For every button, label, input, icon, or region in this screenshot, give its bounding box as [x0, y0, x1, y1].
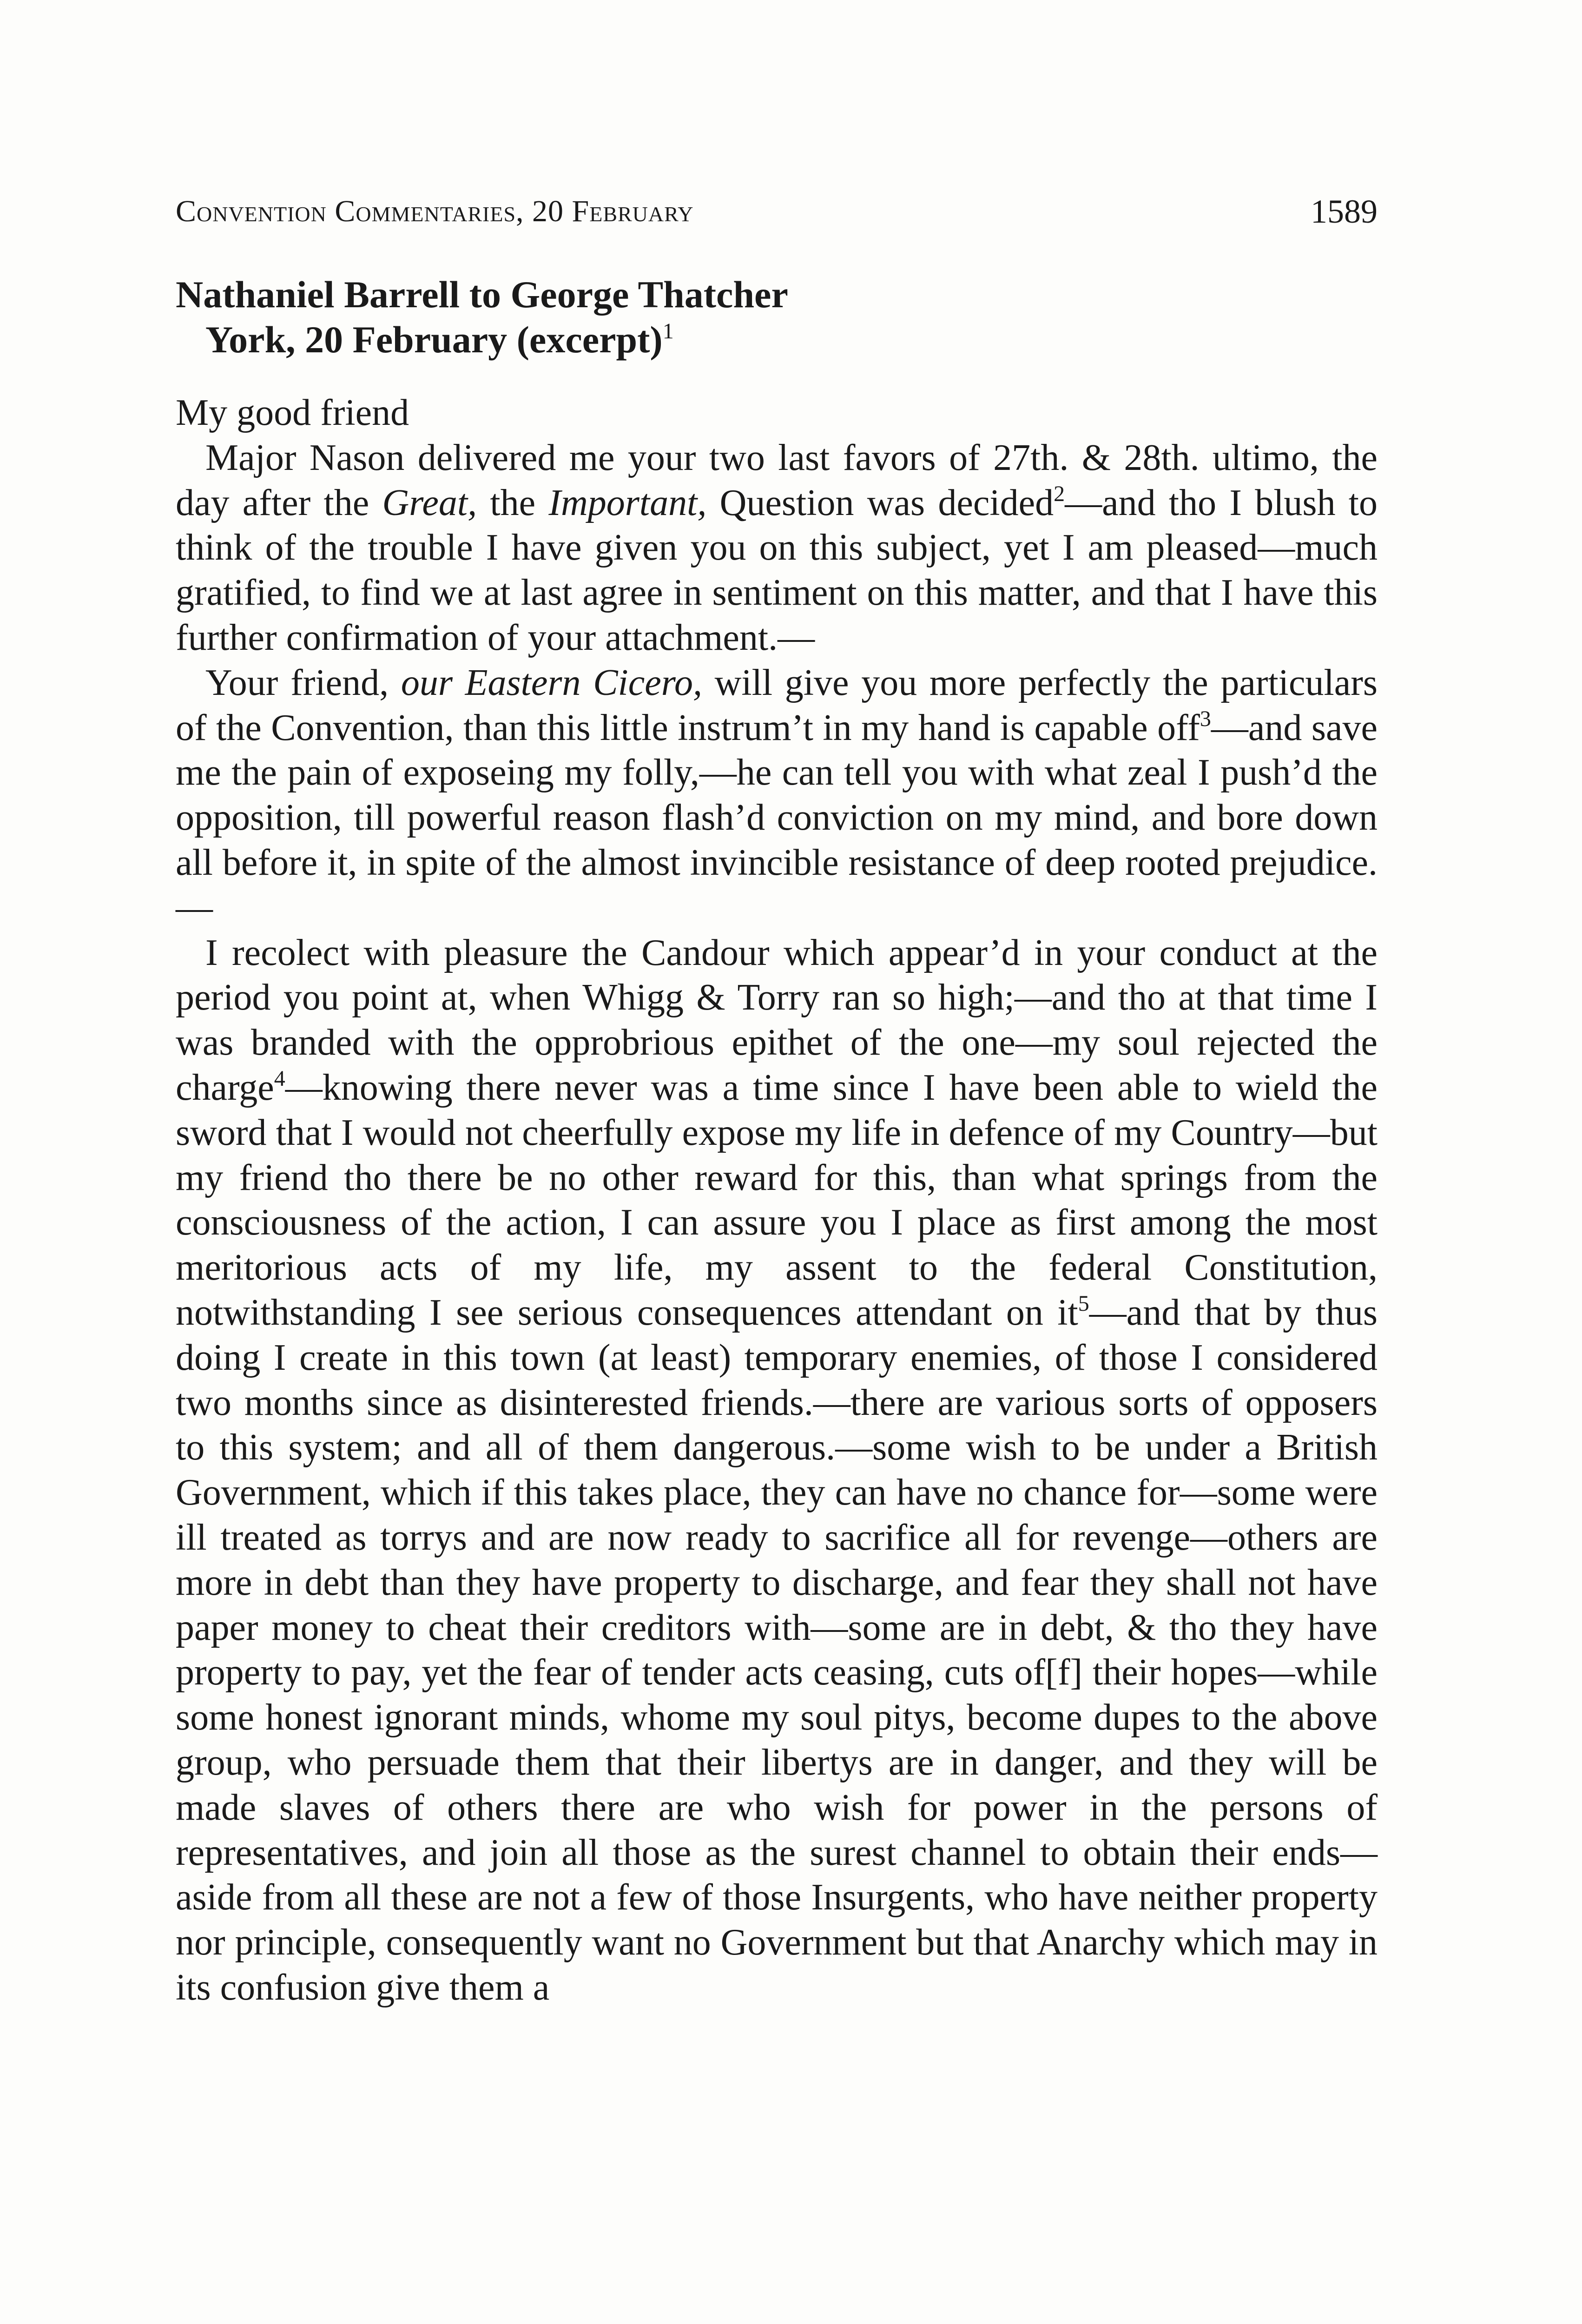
paragraph-3: [176, 931, 1378, 2010]
document-heading: [176, 272, 1378, 362]
p3-text-c: —and that by thus doing I create in this town (at least) temporary enemies, of those I considered two months since as disinterested friends.—there are various sorts of opposers to this system; and all of them dangerous.—some wish to be under a British Government, which if this takes place, they can have no chance for—some were ill treated as torrys and are now ready to sacrifice all for revenge—others are more in debt than they have property to discharge, and fear they shall not have paper money to cheat their creditors with—some are in debt, & tho they have property to pay, yet the fear of tender acts ceasing, cuts of[f] their hopes—while some honest ignorant minds, whome my soul pitys, become dupes to the above group, who persuade them that their libertys are in danger, and they will be made slaves of others there are who wish for power in the persons of representatives, and join all those as the surest channel to obtain their ends—aside from all these are not a few of those Insurgents, who have neither property nor principle, consequently want no Government but that Anarchy which may in its confusion give them a: [176, 1292, 1378, 2008]
running-title: Convention Commentaries, 20 February: [176, 194, 694, 228]
running-head: [176, 188, 1378, 235]
p2-text-c: —and save me the pain of exposeing my folly,—he can tell you with what zeal I push’d the opposition, till powerful reason flash’d conviction on my mind, and bore down all before it, in spite of the almost invincible resistance of deep rooted prejudice.—: [176, 707, 1378, 928]
footnote-ref-2: 2: [1054, 481, 1065, 506]
p1-text-d: —and tho I blush to think of the trouble I have given you on this subject, yet I am pleased—much gratified, to find we at last agree in sentiment on this matter, and that I have this further confirmation of your attachment.—: [176, 482, 1378, 658]
p3-text-b: —knowing there never was a time since I have been able to wield the sword that I would not cheerfully expose my life in defence of my Country—but my friend tho there be no other reward for this, than what springs from the consciousness of the action, I can assure you I place as first among the most meritorious acts of my life, my assent to the federal Constitution, notwithstanding I see serious consequences attendant on it: [176, 1067, 1378, 1333]
paragraph-1: [176, 436, 1378, 660]
footnote-ref-4: 4: [274, 1066, 285, 1091]
p1-text-c: Question was decided: [706, 482, 1054, 523]
p1-text-a: Major Nason delivered me your two last favors of 27th. & 28th. ultimo, the day after the: [176, 437, 1378, 523]
paragraph-2: [176, 660, 1378, 931]
p2-text-a: Your friend,: [205, 662, 401, 703]
p2-text-b: will give you more perfectly the particulars of the Convention, than this little instrum’t in my hand is capable off: [176, 662, 1378, 748]
footnote-ref-3: 3: [1200, 706, 1211, 731]
footnote-ref-1: 1: [662, 319, 674, 343]
footnote-ref-5: 5: [1078, 1291, 1089, 1316]
page-number: 1589: [1311, 193, 1378, 230]
p1-great: Great,: [382, 482, 477, 523]
p1-text-b: the: [477, 482, 549, 523]
letter-body: [176, 390, 1378, 2010]
p3-text-a: I recolect with pleasure the Candour which appear’d in your conduct at the period you point at, when Whigg & Torry ran so high;—and tho at that time I was branded with the opprobrious epithet of the one—my soul rejected the charge: [176, 932, 1378, 1108]
p2-cicero: our Eastern Cicero,: [401, 662, 702, 703]
salutation: My good friend: [176, 392, 409, 433]
heading-line-2: [176, 317, 1378, 362]
p1-important: Important,: [548, 482, 707, 523]
heading-line-1: Nathaniel Barrell to George Thatcher: [176, 273, 788, 316]
heading-date: York, 20 February (excerpt): [205, 318, 663, 361]
